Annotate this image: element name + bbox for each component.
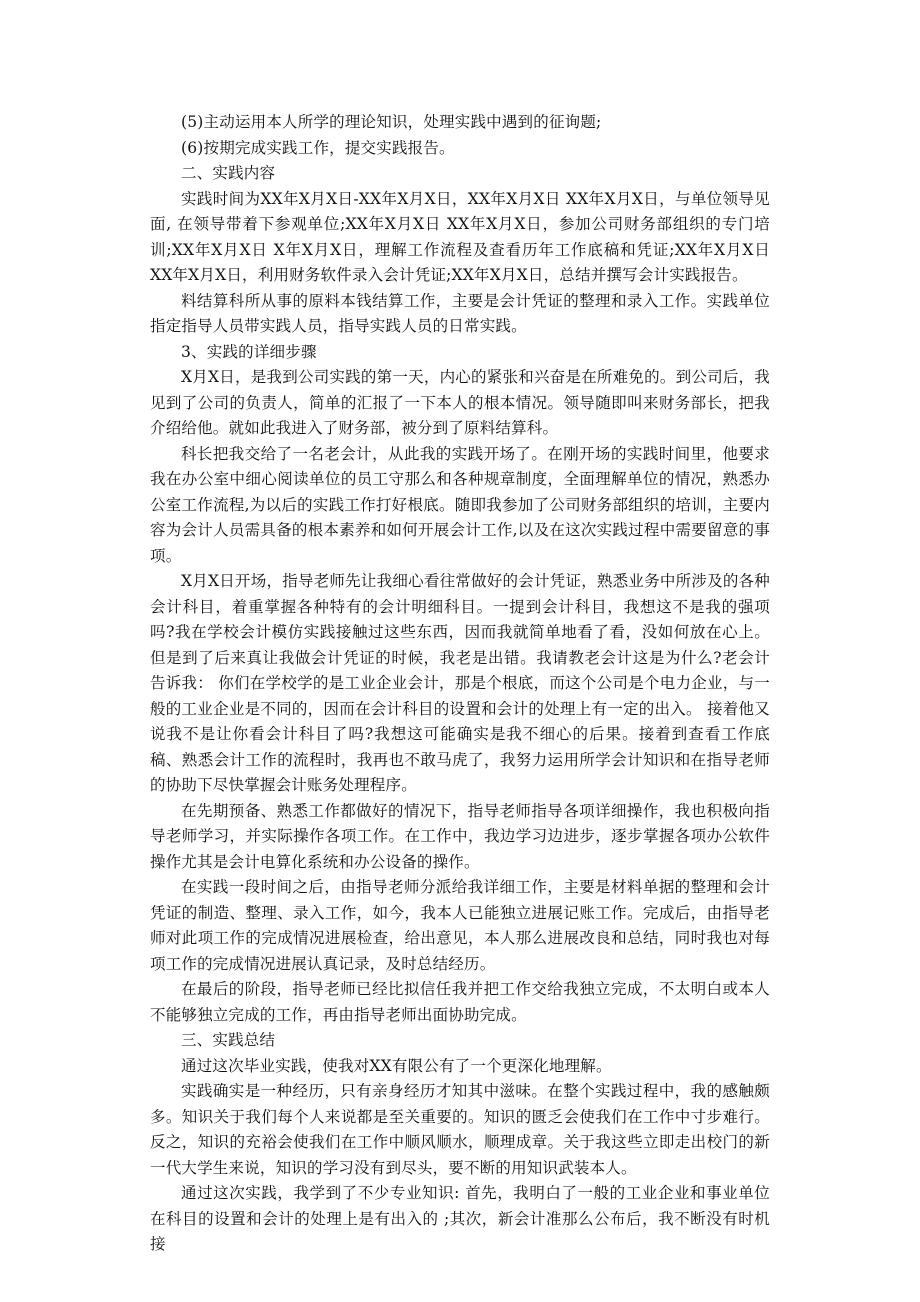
paragraph: 通过这次实践，我学到了不少专业知识: 首先，我明白了一般的工业企业和事业单位在科目的设置和会计的处理上是有出入的 ;其次，新会计准那么公布后，我不断没有时机接 — [150, 1184, 770, 1253]
section-heading: 二、实践内容 — [181, 164, 276, 182]
paragraph: (5)主动运用本人所学的理论知识，处理实践中遇到的征询题; — [181, 113, 602, 131]
paragraph: X月X日，是我到公司实践的第一天，内心的紧张和兴奋是在所难免的。到公司后，我见到了公司的负责人，简单的汇报了一下本人的根本情况。领导随即叫来财务部长，把我介绍给他。就如此我进入了财务部，被分到了原料结算科。 — [150, 368, 770, 437]
paragraph: 实践时间为XX年X月X日-XX年X月X日，XX年X月X日 XX年X月X日，与单位领导见面, 在领导带着下参观单位;XX年X月X日 XX年X月X日，参加公司财务部组织的专门培训;XX年X月X日 X年X月X日，理解工作流程及查看历年工作底稿和凭证;XX年X月X日 XX年X月X日，利用财务软件录入会计凭证;XX年X月X日，总结并撰写会计实践报告。 — [150, 189, 770, 284]
paragraph: 科长把我交给了一名老会计，从此我的实践开场了。在刚开场的实践时间里，他要求我在办公室中细心阅读单位的员工守那么和各种规章制度，全面理解单位的情况，熟悉办公室工作流程,为以后的实践工作打好根底。随即我参加了公司财务部组织的培训，主要内容为会计人员需具备的根本素养和如何开展会计工作,以及在这次实践过程中需要留意的事项。 — [150, 444, 770, 565]
paragraph: (6)按期完成实践工作，提交实践报告。 — [181, 138, 455, 157]
paragraph: 在实践一段时间之后，由指导老师分派给我详细工作，主要是材料单据的整理和会计凭证的制造、整理、录入工作，如今，我本人已能独立进展记账工作。完成后，由指导老师对此项工作的完成情况进展检查，给出意见，本人那么进展改良和总结，同时我也对每项工作的完成情况进展认真记录，及时总结经历。 — [150, 878, 770, 973]
paragraph: 在先期预备、熟悉工作都做好的情况下，指导老师指导各项详细操作，我也积极向指导老师学习，并实际操作各项工作。在工作中，我边学习边进步，逐步掌握各项办公软件操作尤其是会计电算化系统和办公设备的操作。 — [150, 801, 770, 871]
paragraph: X月X日开场，指导老师先让我细心看往常做好的会计凭证，熟悉业务中所涉及的各种会计科目，着重掌握各种特有的会计明细科目。一提到会计科目，我想这不是我的强项吗?我在学校会计模仿实践接触过这些东西，因而我就简单地看了看，没如何放在心上。但是到了后来真让我做会计凭证的时候，我老是出错。我请教老会计这是为什么?老会计告诉我： 你们在学校学的是工业企业会计，那是个根底，而这个公司是个电力企业，与一般的工业企业是不同的，因而在会计科目的设置和会计的处理上有一定的出入。 接着他又说我不是让你看会计科目了吗?我想这可能确实是我不细心的后果。接着到查看工作底稿、熟悉会计工作的流程时，我再也不敢马虎了，我努力运用所学会计知识和在指导老师的协助下尽快掌握会计账务处理程序。 — [150, 572, 770, 794]
section-heading: 3、实践的详细步骤 — [181, 342, 317, 361]
paragraph: 料结算科所从事的原料本钱结算工作，主要是会计凭证的整理和录入工作。实践单位指定指导人员带实践人员，指导实践人员的日常实践。 — [150, 291, 770, 335]
paragraph: 在最后的阶段，指导老师已经比拟信任我并把工作交给我独立完成，不太明白或本人不能够独立完成的工作，再由指导老师出面协助完成。 — [150, 980, 770, 1024]
paragraph: 通过这次毕业实践，使我对XX有限公有了一个更深化地理解。 — [181, 1056, 612, 1075]
section-heading: 三、实践总结 — [181, 1031, 276, 1049]
document-body — [150, 110, 770, 1258]
paragraph: 实践确实是一种经历，只有亲身经历才知其中滋味。在整个实践过程中，我的感触颇多。知识关于我们每个人来说都是至关重要的。知识的匮乏会使我们在工作中寸步难行。反之，知识的充裕会使我们在工作中顺风顺水，顺理成章。关于我这些立即走出校门的新一代大学生来说，知识的学习没有到尽头，要不断的用知识武装本人。 — [150, 1082, 770, 1177]
